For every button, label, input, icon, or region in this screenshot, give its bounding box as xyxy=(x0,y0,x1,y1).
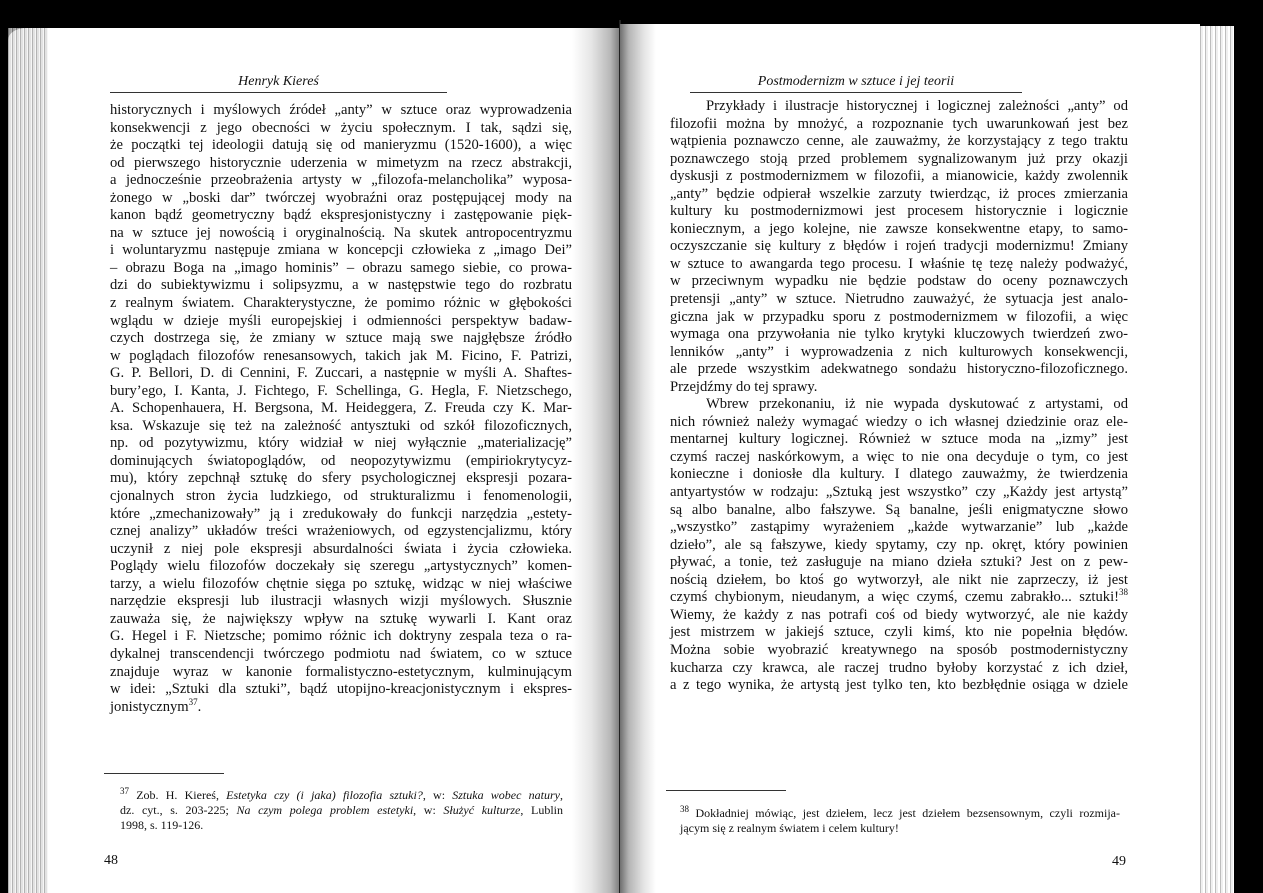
text-line: a z tego wynika, że artystą jest tylko ten, kto bezbłędnie osiąga w dziele xyxy=(670,677,1128,694)
text-fragment: , w: xyxy=(422,788,453,802)
running-header-left: Henryk Kiereś xyxy=(110,74,447,93)
text-line: mentarnej kultury logicznej. Również w sztuce moda na „izmy” jest xyxy=(670,431,1128,448)
text-line: koniecznym, a jego kolejne, nie zawsze konsekwentne etapy, to samo- xyxy=(670,220,1128,237)
text-line: dzieło”, ale są fałszywe, kiedy spytamy, czy np. okręt, który powinien xyxy=(670,536,1128,553)
footnote-number: 38 xyxy=(680,804,689,814)
text-line: oczyszczanie się kultury z błędów i rojeń tradycji modernizmu! Zmiany xyxy=(670,238,1128,255)
text-line: czych dostrzega się, że zmiany w sztuce mają swe najgłębsze źródło xyxy=(110,330,572,347)
text-line: dzi do subiektywizmu i solipsyzmu, a w następstwie tego do rozbratu xyxy=(110,277,572,294)
text-line: na w sztuce jej nowością i oryginalnością. Na skutek antropocentryzmu xyxy=(110,224,572,241)
text-line: giczna jak w przypadku sporu z postmodernizmem w filozofii, a więc xyxy=(670,308,1128,325)
text-line: kanon bądź geometryczny bądź ekspresjonistyczny i zastępowanie pięk- xyxy=(110,207,572,224)
text-line: np. od pozytywizmu, który widział w niej wyłącznie „materializację” xyxy=(110,435,572,452)
text-line: nich również należy wymagać wiedzy o ich własnej dziedzinie oraz ele- xyxy=(670,413,1128,430)
text-line: mu), który zepchnął sztukę do sfery psychologicznej ekspresji pozara- xyxy=(110,470,572,487)
footnote-line xyxy=(120,788,563,803)
footnote-37 xyxy=(120,788,563,833)
text-line: które „zmechanizowały” ją i zredukowały do funkcji narzędzia „estety- xyxy=(110,505,572,522)
text-line: znajduje wyraz w kanonie formalistyczno-estetycznym, kulminującym xyxy=(110,663,572,680)
footnote-ref-37[interactable]: 37 xyxy=(188,696,198,707)
left-page-body xyxy=(110,102,572,716)
text-line: że początki tej ideologii datują się od manieryzmu (1520-1600), a więc xyxy=(110,137,572,154)
text-line-last xyxy=(110,696,572,717)
citation-title: Służyć kulturze xyxy=(443,803,521,817)
text-fragment: Dokładniej mówiąc, jest dziełem, lecz jest dziełem bezsensownym, czyli rozmija- xyxy=(695,806,1120,820)
text-fragment: . xyxy=(197,698,202,715)
text-line: Przykłady i ilustracje historycznej i logicznej zależności „anty” od xyxy=(706,98,1128,114)
text-fragment: , xyxy=(560,788,563,802)
citation-title: Na czym polega problem estetyki xyxy=(236,803,414,817)
text-line: cznej analizy” układów treści wrażeniowych, od egzystencjalizmu, który xyxy=(110,523,572,540)
text-line: pretensji „anty” w sztuce. Nietrudno zauważyć, że sytuacja jest analo- xyxy=(670,291,1128,308)
text-line: lenników „anty” i wyprowadzenia z nich kulturowych konsekwencji, xyxy=(670,343,1128,360)
text-line: pływać, a tonie, też zasługuje na miano dzieła sztuki? Jest on z pew- xyxy=(670,554,1128,571)
text-line: historycznych i myślowych źródeł „anty” w sztuce oraz wyprowadzenia xyxy=(110,102,572,118)
text-line: G. P. Bellori, D. di Cennini, F. Zuccari, a następnie w myśli A. Shaftes- xyxy=(110,365,572,382)
text-line: Wbrew przekonaniu, iż nie wypada dyskutować z artystami, od xyxy=(706,396,1128,413)
text-line: filozofii można by mnożyć, a rozpoznanie tych uwarunkowań jest bez xyxy=(670,115,1128,132)
footnote-number: 37 xyxy=(120,786,129,796)
text-fragment: , Lublin xyxy=(520,803,563,817)
text-line: uczynił z niej pole ekspresji absurdalności świata i życia człowieka. xyxy=(110,540,572,557)
text-fragment: dz. cyt., s. 203-225; xyxy=(120,803,237,817)
page-stack-edge xyxy=(1200,26,1234,893)
page-number-right: 49 xyxy=(1112,854,1126,869)
text-line: a jednocześnie przeobrażenia artysty w „filozofa-melancholika” wyposa- xyxy=(110,172,572,189)
text-fragment: Zob. H. Kiereś, xyxy=(136,788,227,802)
text-line: z realnym światem. Charakterystyczne, że pomimo różnic w głębokości xyxy=(110,295,572,312)
text-line: w sztuce to awangarda tego procesu. I właśnie tę tezę należy podważyć, xyxy=(670,255,1128,272)
text-line: dominujących światopoglądów, od neopozytywizmu (empiriokrytycyz- xyxy=(110,452,572,469)
text-line: są albo banalne, albo fałszywe. Są banalne, jeśli enigmatyczne słowo xyxy=(670,501,1128,518)
citation-title: Sztuka wobec natury xyxy=(452,788,560,802)
text-line: wątpienia poznawczo cenne, ale zauważmy, że korzystający z tego traktu xyxy=(670,133,1128,150)
text-line: nością dziełem, bo ktoś go wytworzył, ale nikt nie zaprzeczy, iż jest xyxy=(670,571,1128,588)
text-line: dyskusji z postmodernizmem w filozofii, a mianowicie, każdy zwolennik xyxy=(670,168,1128,185)
text-line: w przeciwnym wypadku nie będzie podstaw do oceny poznawczych xyxy=(670,273,1128,290)
footnote-line xyxy=(120,803,563,818)
text-line: dykalnej transcendencji twórczego podmiotu nad światem, co w sztuce xyxy=(110,645,572,662)
text-line: poznawczego stoją przed problemem sygnalizowanym już przy okazji xyxy=(670,150,1128,167)
footnote-38 xyxy=(680,806,1120,836)
text-line: od pierwszego historycznie uderzenia w mimetyzm na rzecz abstrakcji, xyxy=(110,154,572,171)
text-line: ksa. Wskazuje się też na zależność antysztuki od szkół filozoficznych, xyxy=(110,417,572,434)
text-line: w poglądach filozofów renesansowych, takich jak M. Ficino, F. Patrizi, xyxy=(110,347,572,364)
text-line: zauważa się, że największy wpływ na sztukę wywarli I. Kant oraz xyxy=(110,610,572,627)
citation-title: Estetyka czy (i jaka) filozofia sztuki? xyxy=(226,788,423,802)
text-line xyxy=(670,589,1128,607)
footnote-line: jącym się z realnym światem i celem kultury! xyxy=(680,821,899,835)
text-line: narzędzie ekspresji lub ilustracji własnych wizji myślowych. Słusznie xyxy=(110,593,572,610)
text-line: kultury ku postmodernizmowi jest procesem historycznie i logicznie xyxy=(670,203,1128,220)
text-line: Przejdźmy do tej sprawy. xyxy=(670,378,818,395)
text-line: G. Hegel i F. Nietzsche; pomimo różnic ich doktryny zespala teza o ra- xyxy=(110,628,572,645)
footnote-ref-38[interactable]: 38 xyxy=(1119,587,1128,598)
running-header-right: Postmodernizm w sztuce i jej teorii xyxy=(690,74,1022,93)
text-fragment: , w: xyxy=(413,803,444,817)
text-line: ale przede wszystkim adekwatnego sondażu historyczno-filozoficznego. xyxy=(670,361,1128,378)
text-line: jest mistrzem w jakiejś sztuce, czyli kimś, kto nie popełnia błędów. xyxy=(670,624,1128,641)
text-line: w idei: „Sztuki dla sztuki”, bądź utopijno-kreacjonistycznym i ekspres- xyxy=(110,681,572,698)
footnote-divider xyxy=(666,790,786,791)
text-line: konsekwencji z jego obecności w życiu społecznym. I tak, sądzi się, xyxy=(110,119,572,136)
text-line: wglądu w dzieje myśli europejskiej i odmienności perspektyw badaw- xyxy=(110,312,572,329)
text-line: Wiemy, że każdy z nas potrafi coś od biedy wytworzyć, ale nie każdy xyxy=(670,606,1128,623)
text-line: tarzy, a wielu filozofów chętnie sięga po sztukę, widząc w niej właściwe xyxy=(110,575,572,592)
text-line: Można sobie wyobrazić kreatywnego na sposób postmodernistyczny xyxy=(670,641,1128,658)
text-line: żonego w „boski dar” twórczej wyobraźni oraz postępującej mody na xyxy=(110,189,572,206)
right-page-body xyxy=(670,98,1128,695)
text-line: A. Schopenhauera, H. Bergsona, M. Heideggera, Z. Freuda czy K. Mar- xyxy=(110,400,572,417)
text-fragment: jonistycznym xyxy=(110,698,189,715)
text-line: „wszystko” zastąpimy wyrażeniem „każde wytwarzanie” lub „każde xyxy=(670,519,1128,536)
text-line: – obrazu Boga na „imago hominis” – obrazu samego siebie, co prowa- xyxy=(110,259,572,276)
text-line: kucharza czy krawca, ale raczej trudno byłoby korzystać z ich dzieł, xyxy=(670,659,1128,676)
footnote-line: 1998, s. 119-126. xyxy=(120,818,204,832)
footnote-divider xyxy=(104,773,224,774)
text-line: antyartystów w rodzaju: „Sztuką jest wszystko” czy „Każdy jest artystą” xyxy=(670,484,1128,501)
text-line: i woluntaryzmu następuje zmiana w koncepcji człowieka z „imago Dei” xyxy=(110,242,572,259)
text-line: czymś raczej naskórkowym, a więc to nie ona decyduje o tym, co jest xyxy=(670,448,1128,465)
text-line: wymaga ona przywołania nie tylko krytyki kluczowych twierdzeń zwo- xyxy=(670,326,1128,343)
text-line: bury’ego, I. Kanta, J. Fichtego, F. Schellinga, G. Hegla, F. Nietzschego, xyxy=(110,382,572,399)
text-line: „anty” będzie odpierał wszelkie zarzuty twierdząc, iż proces zmierzania xyxy=(670,185,1128,202)
page-number-left: 48 xyxy=(104,853,118,868)
text-line: Poglądy wielu filozofów doczekały się szeregu „artystycznych” komen- xyxy=(110,558,572,575)
text-fragment: czymś chybionym, nieudanym, a więc czymś, czemu zabrakło... sztuki! xyxy=(670,589,1119,606)
text-line: konieczne i doniosłe dla kultury. I dlatego zauważmy, że twierdzenia xyxy=(670,466,1128,483)
text-line: cjonalnych stron życia ludzkiego, od strukturalizmu i fenomenologii, xyxy=(110,488,572,505)
footnote-line xyxy=(680,806,1120,821)
